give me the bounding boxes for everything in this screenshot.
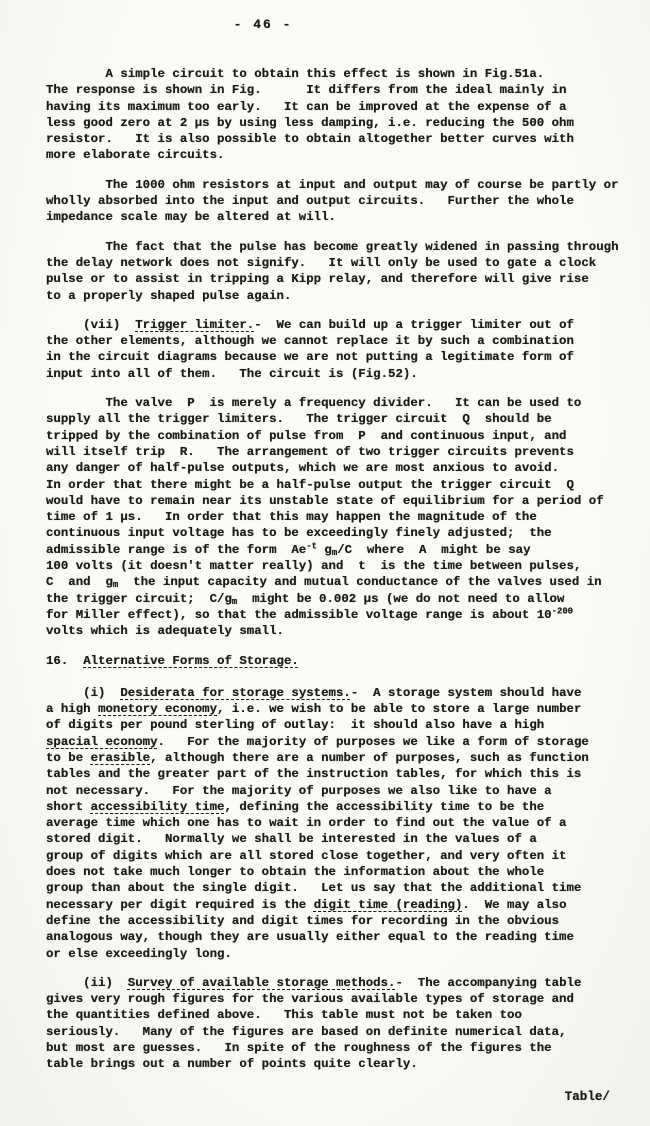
text-line: 16. Alternative Forms of Storage. bbox=[46, 653, 299, 668]
text-line: pulse or to assist in tripping a Kipp relay, and therefore will give rise bbox=[46, 272, 589, 287]
text-line: (vii) Trigger limiter.- We can build up a trigger limiter out of bbox=[46, 317, 574, 332]
text-line: spacial economy. For the majority of purposes we like a form of storage bbox=[46, 734, 589, 749]
text-line: the other elements, although we cannot replace it by such a combination bbox=[46, 334, 574, 349]
text-line: not necessary. For the majority of purposes we also like to have a bbox=[46, 783, 552, 798]
text-line: time of 1 μs. In order that this may happen the magnitude of the bbox=[46, 510, 537, 525]
para-desiderata-storage bbox=[46, 685, 642, 962]
text-line: The response is shown in Fig. It differs from the ideal mainly in bbox=[46, 83, 567, 98]
text-line: 100 volts (it doesn't matter really) and t is the time between pulses, bbox=[46, 559, 582, 574]
text-line: gives very rough figures for the various available types of storage and bbox=[46, 992, 574, 1007]
text-line: would have to remain near its unstable state of equilibrium for a period of bbox=[46, 493, 604, 508]
text-line: A simple circuit to obtain this effect is shown in Fig.51a. bbox=[46, 67, 545, 81]
text-line: will itself trip R. The arrangement of two trigger circuits prevents bbox=[46, 444, 574, 459]
text-line: to a properly shaped pulse again. bbox=[46, 288, 292, 303]
text-line: having its maximum too early. It can be improved at the expense of a bbox=[46, 99, 567, 114]
para-1000-ohm-resistors bbox=[46, 177, 642, 226]
text-line: less good zero at 2 μs by using less damping, i.e. reducing the 500 ohm bbox=[46, 115, 574, 130]
text-line: volts which is adequately small. bbox=[46, 624, 284, 639]
para-trigger-limiter bbox=[46, 317, 642, 382]
text-line: (i) Desiderata for storage systems.- A storage system should have bbox=[46, 685, 582, 700]
text-line: short accessibility time, defining the accessibility time to be the bbox=[46, 799, 545, 814]
text-line: group than about the single digit. Let us say that the additional time bbox=[46, 881, 582, 896]
text-line: but most are guesses. In spite of the roughness of the figures the bbox=[46, 1041, 552, 1056]
text-line: The 1000 ohm resistors at input and output may of course be partly or bbox=[46, 177, 619, 192]
para-simple-circuit bbox=[46, 66, 642, 164]
text-line: analogous way, though they are usually either equal to the reading time bbox=[46, 930, 574, 945]
text-line: input into all of them. The circuit is (Fig.52). bbox=[46, 366, 418, 381]
footer-catchword: Table/ bbox=[564, 1090, 610, 1104]
text-line: supply all the trigger limiters. The trigger circuit Q should be bbox=[46, 412, 552, 427]
page-number: - 46 - bbox=[233, 17, 293, 32]
text-line: tables and the greater part of the instruction tables, for which this is bbox=[46, 767, 582, 782]
text-line: to be erasible, although there are a number of purposes, such as function bbox=[46, 750, 589, 765]
text-line: resistor. It is also possible to obtain altogether better curves with bbox=[46, 132, 574, 147]
text-line: in the circuit diagrams because we are not putting a legitimate form of bbox=[46, 350, 574, 365]
text-line: stored digit. Normally we shall be interested in the values of a bbox=[46, 832, 537, 847]
text-line: seriously. Many of the figures are based on definite numerical data, bbox=[46, 1024, 567, 1039]
text-line: of digits per pound sterling of outlay: it should also have a high bbox=[46, 718, 545, 733]
text-line: does not take much longer to obtain the information about the whole bbox=[46, 865, 545, 880]
text-line: average time which one has to wait in order to find out the value of a bbox=[46, 816, 567, 831]
text-line: a high monetory economy, i.e. we wish to be able to store a large number bbox=[46, 702, 582, 717]
text-line: any danger of half-pulse outputs, which we are most anxious to avoid. bbox=[46, 461, 560, 476]
section-16-heading bbox=[46, 653, 642, 669]
document-body bbox=[46, 66, 642, 1086]
text-line: group of digits which are all stored close together, and very often it bbox=[46, 848, 567, 863]
para-survey-storage-methods bbox=[46, 975, 642, 1073]
text-line: The valve P is merely a frequency divider. It can be used to bbox=[46, 396, 582, 411]
text-line: or else exceedingly long. bbox=[46, 946, 232, 961]
text-line: tripped by the combination of pulse from P and continuous input, and bbox=[46, 428, 567, 443]
text-line: the quantities defined above. This table must not be taken too bbox=[46, 1008, 522, 1023]
text-line: continuous input voltage has to be exceedingly finely adjusted; the bbox=[46, 526, 552, 541]
text-line: the delay network does not signify. It will only be used to gate a clock bbox=[46, 255, 597, 270]
text-line: the trigger circuit; $C/g_m$ might be 0.002 μs (we do not need to allow bbox=[46, 591, 565, 607]
text-line: define the accessibility and digit times for recording in the obvious bbox=[46, 913, 560, 928]
para-valve-frequency-divider bbox=[46, 395, 642, 639]
text-line: (ii) Survey of available storage methods.- The accompanying table bbox=[46, 975, 582, 990]
text-line: C and $g_m$ the input capacity and mutual conductance of the valves used in bbox=[46, 575, 602, 591]
text-line: admissible range is of the form $Ae^{-t}$ $g_m/C$ where A might be say bbox=[46, 541, 531, 558]
text-line: necessary per digit required is the digit time (reading). We may also bbox=[46, 897, 567, 912]
text-line: more elaborate circuits. bbox=[46, 148, 225, 163]
text-line: for Miller effect), so that the admissible voltage range is about $10^{-200}$ bbox=[46, 606, 574, 622]
para-pulse-widening bbox=[46, 239, 642, 304]
text-line: The fact that the pulse has become greatly widened in passing through bbox=[46, 239, 619, 254]
text-line: In order that there might be a half-pulse output the trigger circuit Q bbox=[46, 477, 574, 492]
text-line: wholly absorbed into the input and output circuits. Further the whole bbox=[46, 194, 574, 209]
text-line: impedance scale may be altered at will. bbox=[46, 210, 336, 225]
text-line: table brings out a number of points quite clearly. bbox=[46, 1057, 418, 1072]
